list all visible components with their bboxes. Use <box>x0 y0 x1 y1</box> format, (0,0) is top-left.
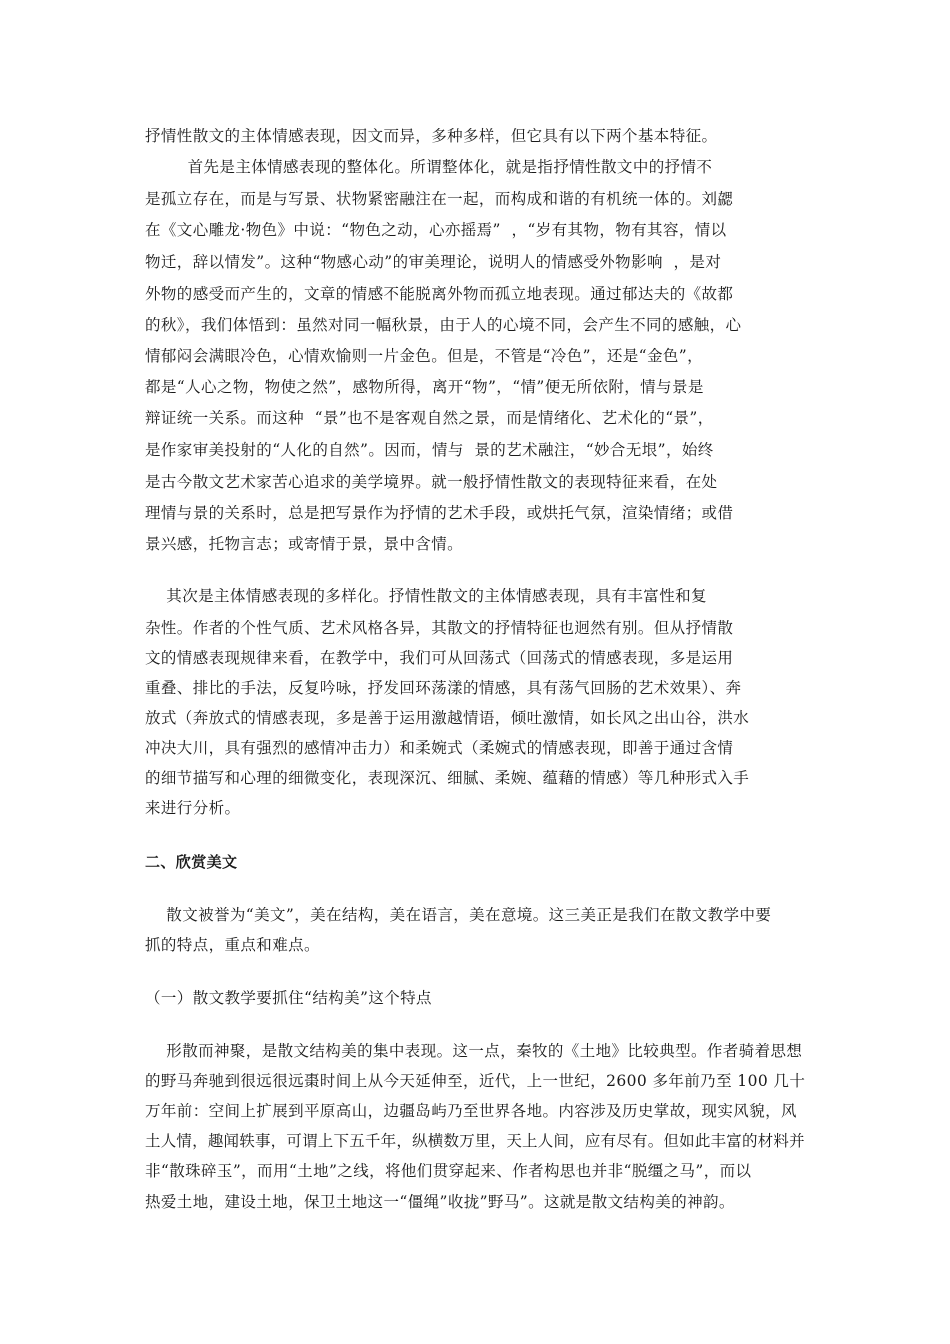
text-line: 外物的感受而产生的，文章的情感不能脱离外物而孤立地表现。通过郁达夫的《故都 <box>145 285 734 303</box>
text-line: 是孤立存在，而是与写景、状物紧密融注在一起，而构成和谐的有机统一体的。刘勰 <box>145 190 734 208</box>
text-line: 是作家审美投射的“人化的自然”。因而，情与 景的艺术融注，“妙合无垠”，始终 <box>145 441 714 459</box>
text-line: 理情与景的关系时，总是把写景作为抒情的艺术手段，或烘托气氛，渲染情绪；或借 <box>145 504 734 522</box>
text-line: 都是“人心之物，物使之然”，感物所得，离开“物”，“情”便无所依附，情与景是 <box>145 378 704 396</box>
text-line: 景兴感，托物言志；或寄情于景，景中含情。 <box>145 535 464 553</box>
text-line: 来进行分析。 <box>145 799 241 817</box>
text-line: 辩证统一关系。而这种 “景”也不是客观自然之景，而是情绪化、艺术化的“景”， <box>145 409 714 427</box>
text-line: 在《文心雕龙·物色》中说：“物色之动，心亦摇焉” ，“岁有其物，物有其容，情以 <box>145 221 727 239</box>
section-title: 二、欣赏美文 <box>145 853 238 871</box>
text-line: 形散而神聚，是散文结构美的集中表现。这一点，秦牧的《土地》比较典型。作者骑着思想 <box>145 1042 803 1060</box>
text-line: 物迁，辞以情发”。这种“物感心动”的审美理论，说明人的情感受外物影响 ，是对 <box>145 253 722 271</box>
subsection-title: （一）散文教学要抓住“结构美”这个特点 <box>145 989 432 1007</box>
text-line: 热爱土地，建设土地，保卫土地这一“僵绳”收拢”野马”。这就是散文结构美的神韵。 <box>145 1193 735 1211</box>
text-line: 散文被誉为“美文”，美在结构，美在语言，美在意境。这三美正是我们在散文教学中要 <box>145 906 772 924</box>
text-line: 的野马奔驰到很远很远棗时间上从今天延伸至，近代，上一世纪，2600 多年前乃至 100 几十 <box>145 1072 806 1090</box>
text-line: 放式（奔放式的情感表现，多是善于运用激越情语，倾吐激情，如长风之出山谷，洪水 <box>145 709 750 727</box>
text-line: 抓的特点，重点和难点。 <box>145 936 320 954</box>
text-line: 其次是主体情感表现的多样化。抒情性散文的主体情感表现，具有丰富性和复 <box>145 587 707 605</box>
text-line: 冲决大川，具有强烈的感情冲击力）和柔婉式（柔婉式的情感表现，即善于通过含情 <box>145 739 734 757</box>
text-line: 文的情感表现规律来看，在教学中，我们可从回荡式（回荡式的情感表现，多是运用 <box>145 649 734 667</box>
text-line: 杂性。作者的个性气质、艺术风格各异，其散文的抒情特征也迥然有别。但从抒情散 <box>145 619 734 637</box>
text-line: 土人情，趣闻轶事，可谓上下五千年，纵横数万里，天上人间，应有尽有。但如此丰富的材料并 <box>145 1132 805 1150</box>
text-line: 是古今散文艺术家苦心追求的美学境界。就一般抒情性散文的表现特征来看，在处 <box>145 473 718 491</box>
text-line: 的细节描写和心理的细微变化，表现深沉、细腻、柔婉、蕴藉的情感）等几种形式入手 <box>145 769 750 787</box>
text-line: 的秋》，我们体悟到：虽然对同一幅秋景，由于人的心境不同，会产生不同的感触，心 <box>145 316 742 334</box>
text-line: 情郁闷会满眼冷色，心情欢愉则一片金色。但是，不管是“冷色”，还是“金色”， <box>145 347 703 365</box>
text-line: 抒情性散文的主体情感表现，因文而异，多种多样，但它具有以下两个基本特征。 <box>145 127 718 145</box>
text-line: 首先是主体情感表现的整体化。所谓整体化，就是指抒情性散文中的抒情不 <box>145 158 713 176</box>
text-line: 重叠、排比的手法，反复吟咏，抒发回环荡漾的情感，具有荡气回肠的艺术效果）、奔 <box>145 679 742 697</box>
text-line: 万年前：空间上扩展到平原高山，边疆岛屿乃至世界各地。内容涉及历史掌故，现实风貌，风 <box>145 1102 797 1120</box>
text-line: 非“散珠碎玉”，而用“土地”之线，将他们贯穿起来、作者构思也并非“脱缰之马”，而以 <box>145 1162 752 1180</box>
